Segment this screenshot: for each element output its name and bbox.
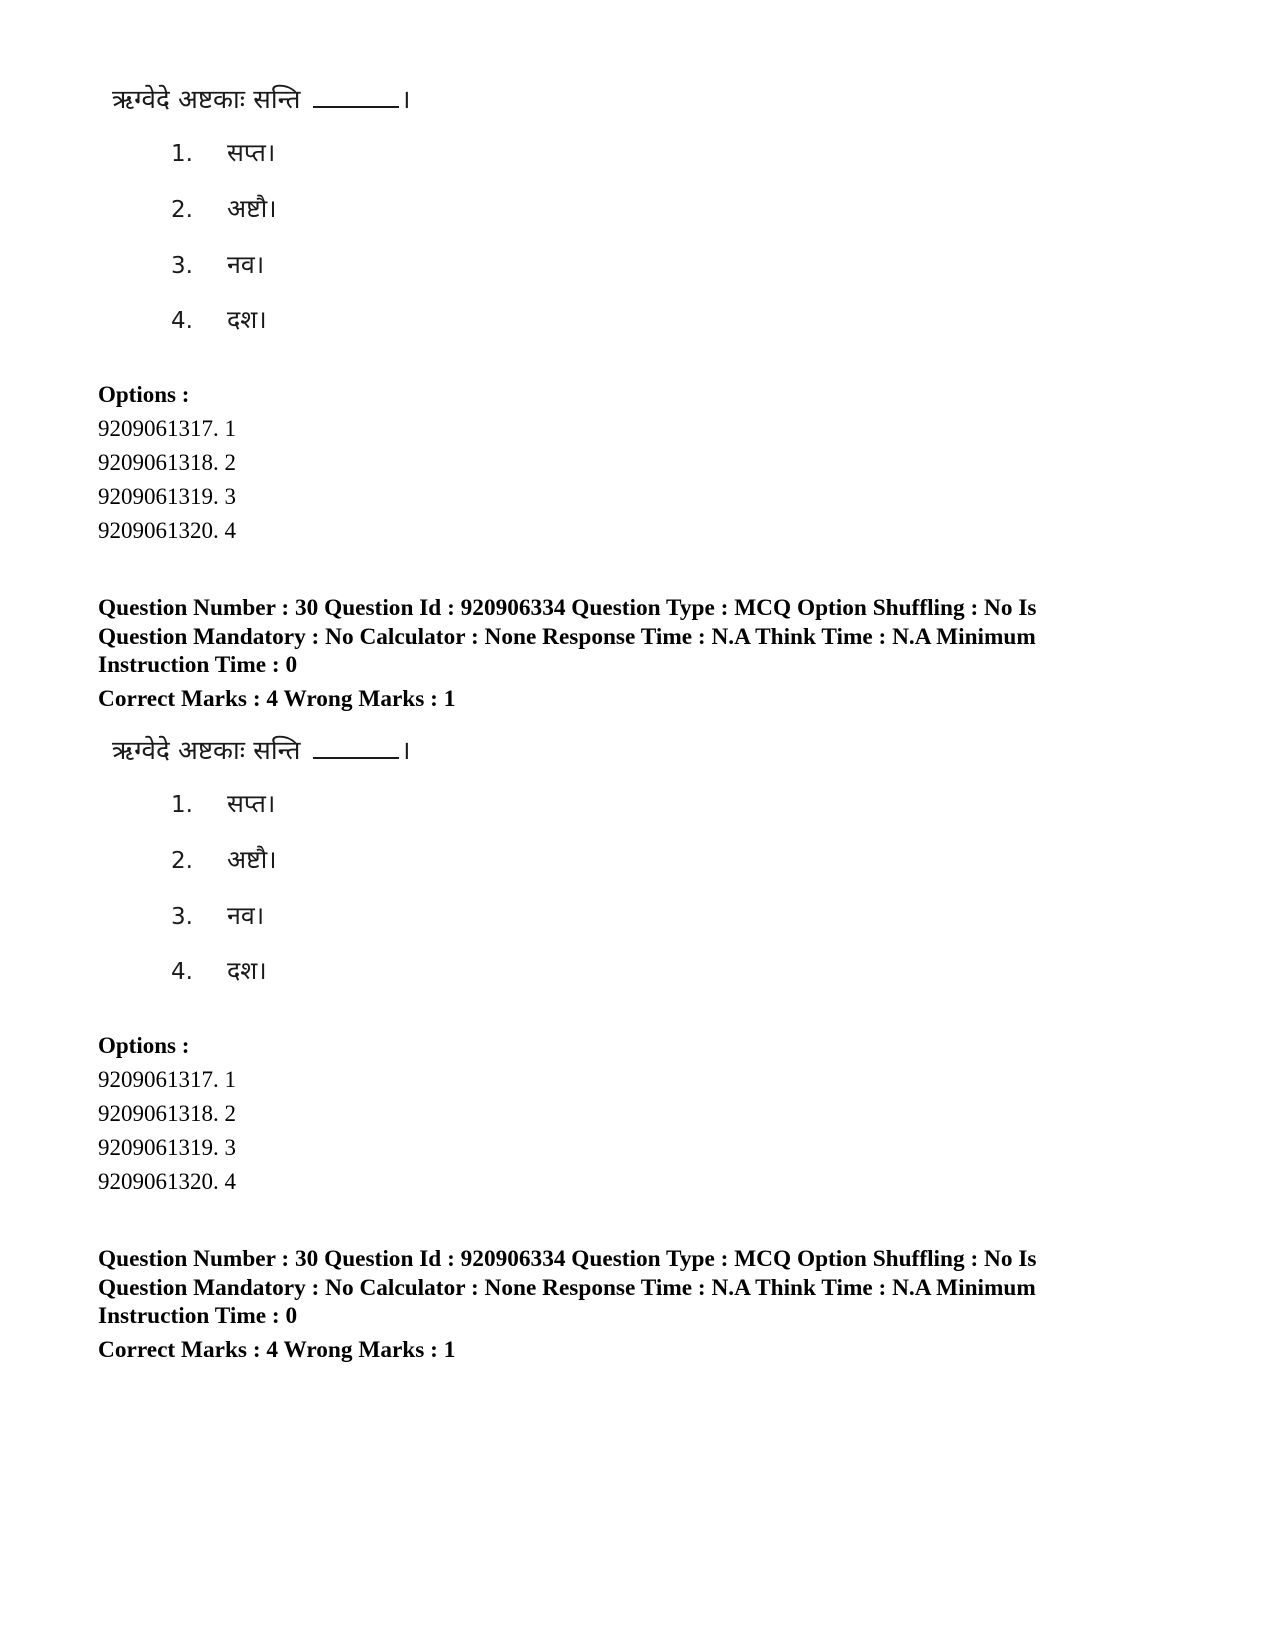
item-number: 4. (171, 959, 193, 985)
fill-in-blank (313, 84, 399, 108)
options-list (98, 378, 236, 548)
stem-text: ऋग्वेदे अष्टकाः सन्ति (112, 736, 301, 766)
item-text: दश। (227, 956, 267, 985)
item-number: 1. (171, 141, 193, 167)
item-number: 3. (171, 253, 193, 279)
question-item (171, 194, 277, 225)
item-number: 4. (171, 308, 193, 334)
question-stem (112, 735, 411, 766)
options-label: Options : (98, 1033, 190, 1058)
options-list (98, 1029, 236, 1199)
item-text: नव। (227, 901, 265, 930)
meta-line: Question Mandatory : No Calculator : None Response Time : N.A Think Time : N.A Minimum (98, 1274, 1036, 1301)
question-item (171, 789, 275, 820)
question-meta (98, 594, 1118, 713)
item-number: 1. (171, 792, 193, 818)
marks-line: Correct Marks : 4 Wrong Marks : 1 (98, 1336, 456, 1363)
option-row: 9209061318. 2 (98, 1101, 236, 1126)
item-number: 3. (171, 904, 193, 930)
fill-in-blank (313, 735, 399, 759)
option-row: 9209061319. 3 (98, 484, 236, 509)
question-image (0, 84, 700, 349)
option-row: 9209061320. 4 (98, 1169, 236, 1194)
item-text: दश। (227, 305, 267, 334)
question-item (171, 250, 264, 281)
question-item (171, 305, 267, 336)
item-text: सप्त। (227, 138, 276, 167)
meta-line: Question Mandatory : No Calculator : None Response Time : N.A Think Time : N.A Minimum (98, 623, 1036, 650)
options-label: Options : (98, 382, 190, 407)
item-text: सप्त। (227, 789, 276, 818)
meta-line: Instruction Time : 0 (98, 1303, 298, 1329)
option-row: 9209061317. 1 (98, 1067, 236, 1092)
stem-text: ऋग्वेदे अष्टकाः सन्ति (112, 85, 301, 115)
question-item (171, 138, 275, 169)
item-text: नव। (227, 250, 265, 279)
question-image (0, 735, 700, 1000)
stem-end: । (400, 736, 411, 766)
item-number: 2. (171, 197, 193, 223)
question-meta (98, 1245, 1118, 1364)
option-row: 9209061320. 4 (98, 518, 236, 543)
question-item (171, 845, 277, 876)
marks-line: Correct Marks : 4 Wrong Marks : 1 (98, 685, 456, 712)
question-item (171, 901, 264, 932)
item-text: अष्टौ। (227, 845, 277, 874)
stem-end: । (400, 85, 411, 115)
item-text: अष्टौ। (227, 194, 277, 223)
option-row: 9209061317. 1 (98, 416, 236, 441)
meta-line: Instruction Time : 0 (98, 652, 298, 678)
option-row: 9209061318. 2 (98, 450, 236, 475)
meta-line: Question Number : 30 Question Id : 920906334 Question Type : MCQ Option Shuffling : No Is (98, 1246, 1037, 1272)
option-row: 9209061319. 3 (98, 1135, 236, 1160)
meta-line: Question Number : 30 Question Id : 920906334 Question Type : MCQ Option Shuffling : No Is (98, 595, 1037, 621)
question-item (171, 956, 267, 987)
question-stem (112, 84, 411, 115)
item-number: 2. (171, 848, 193, 874)
